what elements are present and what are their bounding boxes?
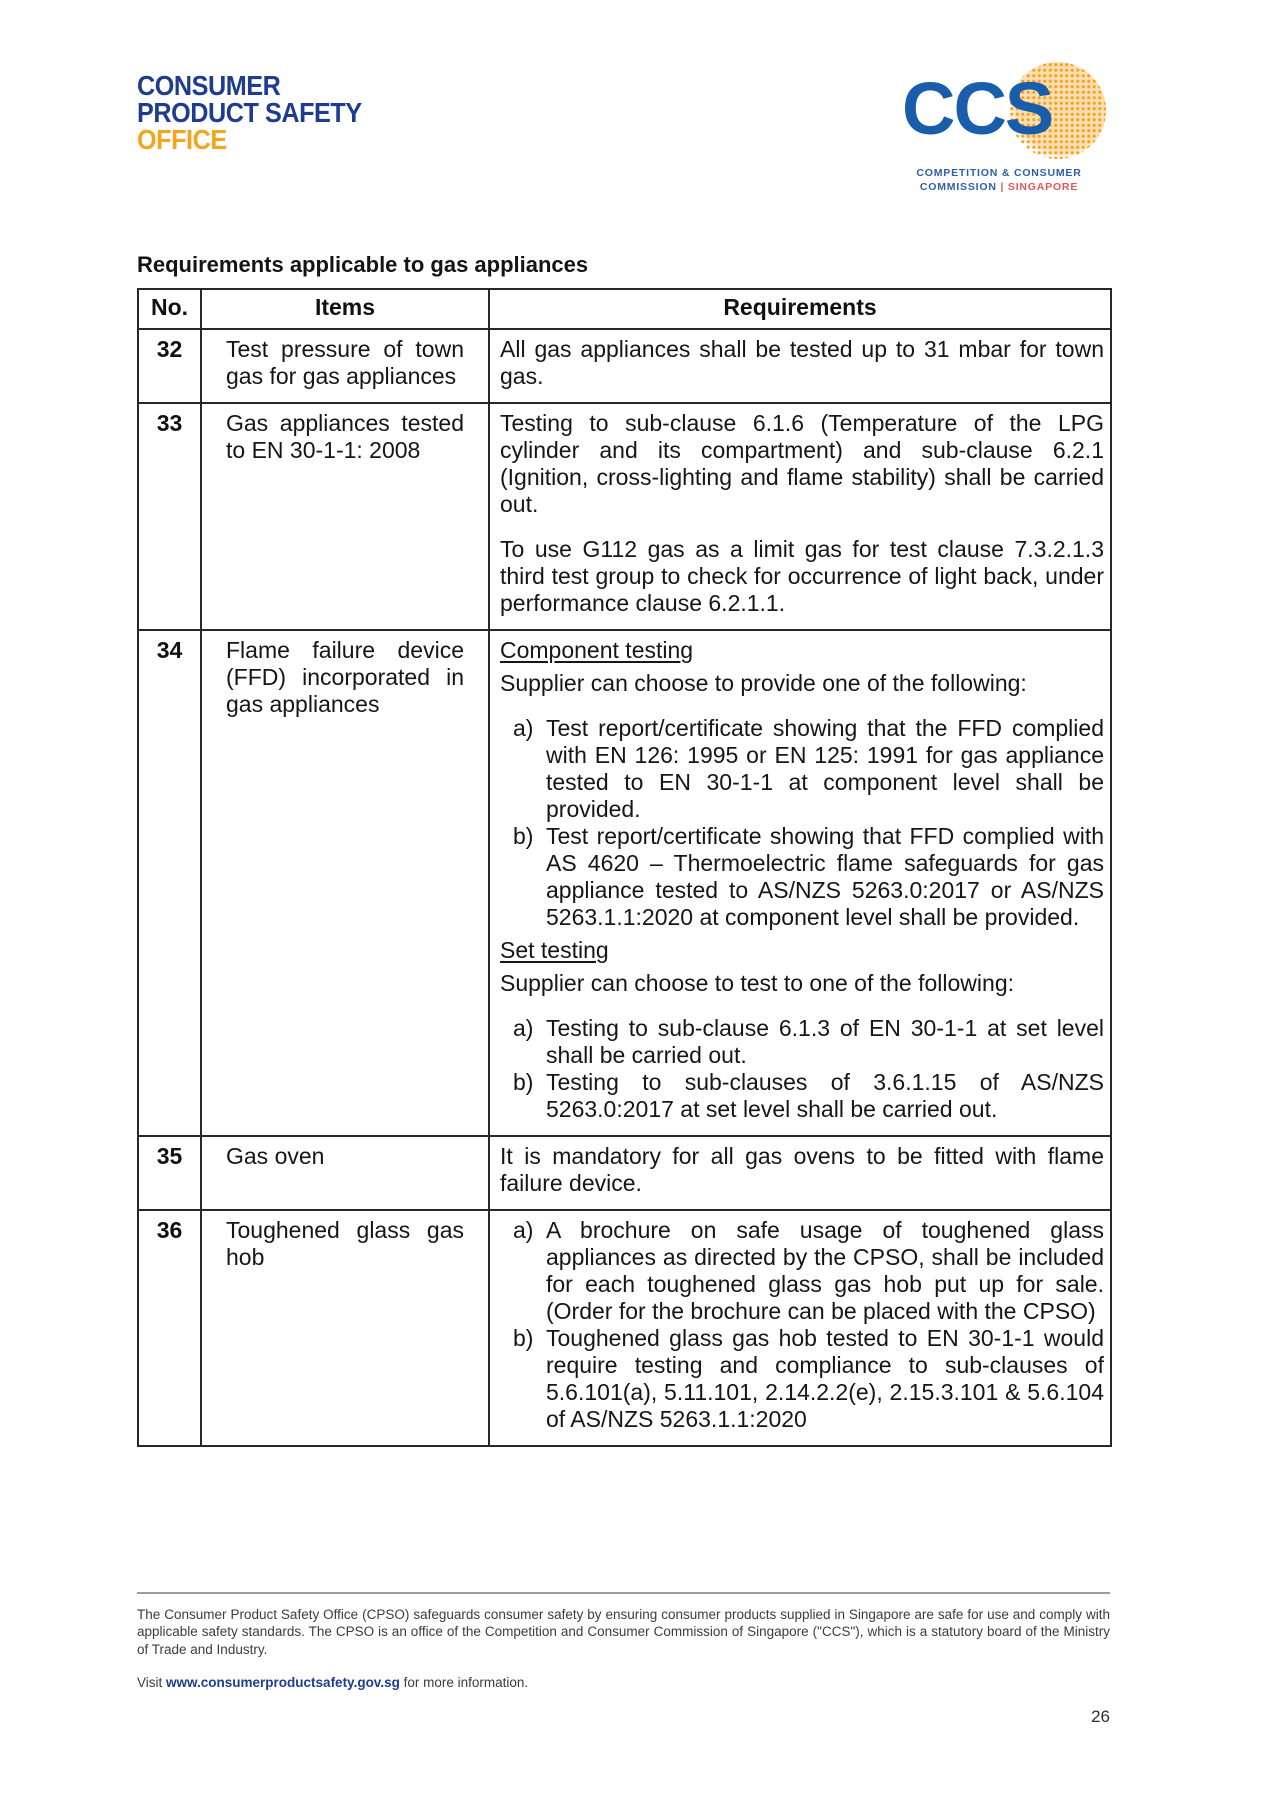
footer-visit-prefix: Visit (137, 1675, 163, 1690)
cpso-logo-line2: PRODUCT SAFETY (137, 97, 362, 128)
requirements-cell (489, 329, 1111, 403)
requirements-paragraph: To use G112 gas as a limit gas for test clause 7.3.2.1.3 third test group to check for occurrence of light back, under performance clause 6.2.1.1. (500, 536, 1104, 616)
page-footer (137, 1592, 1110, 1728)
requirements-paragraph: Supplier can choose to provide one of the following: (500, 670, 1027, 696)
requirements-paragraph: Supplier can choose to test to one of the following: (500, 970, 1014, 996)
table-row (138, 1136, 1111, 1210)
ccs-logo-acronym: CCS (902, 67, 1053, 150)
requirements-list-item (500, 1217, 1104, 1325)
list-item-text: A brochure on safe usage of toughened glass appliances as directed by the CPSO, shall be included for each toughened glass gas hob put up for sale. (Order for the brochure can be placed with the CPSO) (546, 1217, 1104, 1324)
requirements-cell (489, 1136, 1111, 1210)
table-row (138, 403, 1111, 630)
ccs-tagline-commission: COMMISSION (919, 181, 997, 193)
row-number-cell: 35 (138, 1136, 201, 1210)
requirements-cell (489, 630, 1111, 1136)
list-item-text: Test report/certificate showing that the FFD complied with EN 126: 1995 or EN 125: 1991 for gas appliance tested to EN 30-1-1 at component level shall be provided. (546, 715, 1104, 822)
column-header-no: No. (138, 289, 201, 329)
row-number-cell: 33 (138, 403, 201, 630)
list-item-marker: b) (513, 1069, 534, 1095)
list-item-marker: b) (513, 1325, 534, 1351)
item-cell: Gas appliances tested to EN 30-1-1: 2008 (201, 403, 489, 630)
item-cell: Flame failure device (FFD) incorporated in gas appliances (201, 630, 489, 1136)
cpso-logo (137, 72, 362, 153)
footer-visit-suffix: for more information. (403, 1675, 529, 1690)
requirements-paragraph: All gas appliances shall be tested up to 31 mbar for town gas. (500, 336, 1104, 389)
cpso-logo-line3: OFFICE (137, 124, 227, 155)
table-row (138, 630, 1111, 1136)
ccs-tagline-separator: | (1000, 181, 1005, 193)
footer-disclaimer: The Consumer Product Safety Office (CPSO) safeguards consumer safety by ensuring consumer products supplied in Singapore are safe for use and comply with applicable safety standards. The CPSO is an office of the Competition and Consumer Commission of Singapore ("CCS"), which is a statutory board of the Ministry of Trade and Industry. (137, 1606, 1110, 1657)
row-number-cell: 36 (138, 1210, 201, 1446)
requirements-list-item (500, 1069, 1104, 1123)
item-cell: Toughened glass gas hob (201, 1210, 489, 1446)
requirements-paragraph: Testing to sub-clause 6.1.6 (Temperature of the LPG cylinder and its compartment) and sub-clause 6.2.1 (Ignition, cross-lighting and flame stability) shall be carried out. (500, 410, 1104, 517)
page-header (137, 58, 1110, 200)
table-header-row (138, 289, 1111, 329)
column-header-items: Items (201, 289, 489, 329)
list-item-text: Toughened glass gas hob tested to EN 30-1-1 would require testing and compliance to sub-clauses of 5.6.101(a), 5.11.101, 2.14.2.2(e), 2.15.3.101 & 5.6.104 of AS/NZS 5263.1.1:2020 (546, 1325, 1104, 1432)
list-item-text: Testing to sub-clauses of 3.6.1.15 of AS/NZS 5263.0:2017 at set level shall be carried out. (546, 1069, 1104, 1122)
requirements-cell (489, 403, 1111, 630)
list-item-text: Testing to sub-clause 6.1.3 of EN 30-1-1 at set level shall be carried out. (546, 1015, 1104, 1068)
requirements-list-item (500, 715, 1104, 823)
requirements-list (500, 1217, 1104, 1433)
requirements-cell (489, 1210, 1111, 1446)
ccs-tagline-line1: COMPETITION & CONSUMER (916, 167, 1082, 179)
item-cell: Test pressure of town gas for gas appliances (201, 329, 489, 403)
requirements-heading: Component testing (500, 637, 694, 663)
ccs-tagline-line2 (888, 180, 1110, 194)
list-item-marker: a) (513, 1015, 534, 1041)
list-item-marker: b) (513, 823, 534, 849)
column-header-requirements: Requirements (489, 289, 1111, 329)
row-number-cell: 34 (138, 630, 201, 1136)
ccs-logo (902, 58, 1110, 200)
requirements-table (137, 288, 1112, 1447)
list-item-marker: a) (513, 715, 534, 741)
ccs-logo-tagline (888, 166, 1110, 194)
requirements-list-item (500, 823, 1104, 931)
requirements-paragraph: It is mandatory for all gas ovens to be fitted with flame failure device. (500, 1143, 1104, 1196)
footer-divider (137, 1592, 1110, 1594)
requirements-list (500, 1015, 1104, 1123)
list-item-marker: a) (513, 1217, 534, 1243)
footer-visit-line (137, 1674, 1110, 1691)
footer-website-link[interactable]: www.consumerproductsafety.gov.sg (166, 1675, 400, 1690)
list-item-text: Test report/certificate showing that FFD complied with AS 4620 – Thermoelectric flame safeguards for gas appliance tested to AS/NZS 5263.0:2017 or AS/NZS 5263.1.1:2020 at component level shall be provided. (546, 823, 1104, 930)
requirements-list-item (500, 1015, 1104, 1069)
page-number: 26 (1091, 1707, 1110, 1726)
item-cell: Gas oven (201, 1136, 489, 1210)
requirements-list (500, 715, 1104, 931)
row-number-cell: 32 (138, 329, 201, 403)
requirements-list-item (500, 1325, 1104, 1433)
table-row (138, 329, 1111, 403)
cpso-logo-line1: CONSUMER (137, 70, 281, 101)
requirements-heading: Set testing (500, 937, 609, 963)
table-row (138, 1210, 1111, 1446)
page-title: Requirements applicable to gas appliances (137, 252, 589, 277)
ccs-tagline-region: SINGAPORE (1007, 181, 1079, 193)
